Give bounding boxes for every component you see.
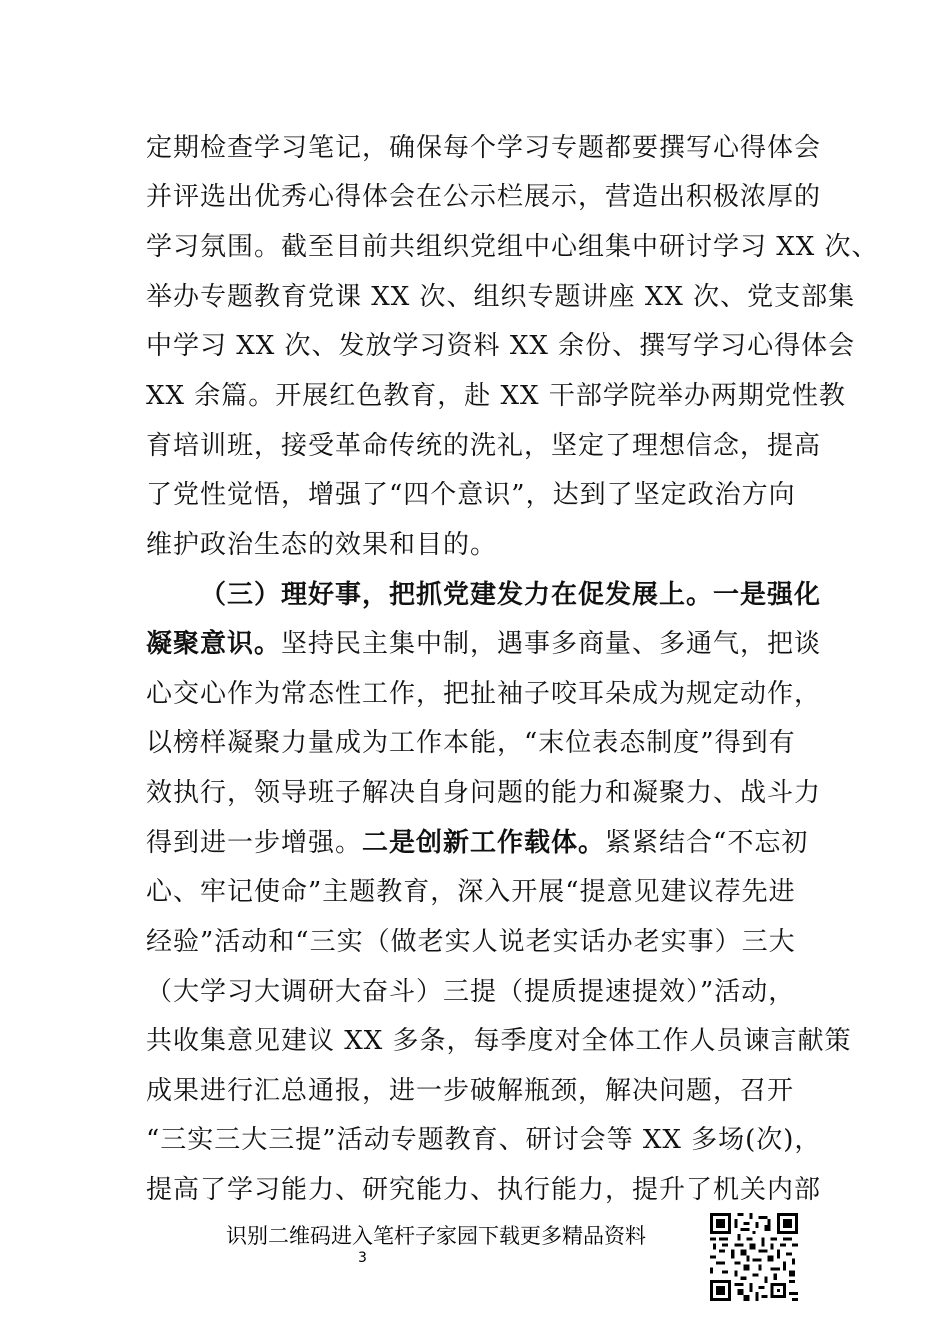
section-heading: （三）理好事，把抓党建发力在促发展上。一是强化	[200, 580, 822, 610]
paragraph-line: 育培训班，接受革命传统的洗礼，坚定了理想信念，提高	[146, 431, 822, 461]
qr-code-icon[interactable]	[710, 1213, 798, 1301]
paragraph-line: 心交心作为常态性工作，把扯袖子咬耳朵成为规定动作，	[146, 679, 822, 709]
paragraph-line: 以榜样凝聚力量成为工作本能，“末位表态制度”得到有	[146, 728, 796, 758]
text-span: 坚持民主集中制，遇事多商量、多通气，把谈	[281, 629, 822, 659]
paragraph-line: 并评选出优秀心得体会在公示栏展示，营造出积极浓厚的	[146, 182, 822, 212]
paragraph-line: XX 余篇。开展红色教育，赴 XX 干部学院举办两期党性教	[146, 381, 846, 411]
paragraph-line: 维护政治生态的效果和目的。	[146, 530, 498, 560]
bold-phrase: 凝聚意识。	[146, 629, 282, 659]
paragraph-line: 提高了学习能力、研究能力、执行能力，提升了机关内部	[146, 1175, 822, 1205]
paragraph-line: 经验”活动和“三实（做老实人说老实话办老实事）三大	[146, 927, 796, 957]
paragraph-line: “三实三大三提”活动专题教育、研讨会等 XX 多场(次)，	[146, 1125, 822, 1155]
paragraph-line: （大学习大调研大奋斗）三提（提质提速提效）”活动，	[146, 977, 796, 1007]
paragraph-line: 定期检查学习笔记，确保每个学习专题都要撰写心得体会	[146, 133, 822, 163]
paragraph-line: 共收集意见建议 XX 多条，每季度对全体工作人员谏言献策	[146, 1026, 852, 1056]
text-span: 紧紧结合“不忘初	[605, 828, 809, 858]
paragraph-line: 心、牢记使命”主题教育，深入开展“提意见建议荐先进	[146, 877, 796, 907]
paragraph-line: 成果进行汇总通报，进一步破解瓶颈，解决问题，召开	[146, 1076, 795, 1106]
paragraph-line	[146, 828, 816, 858]
paragraph-line: 中学习 XX 次、发放学习资料 XX 余份、撰写学习心得体会	[146, 331, 856, 361]
footer-promo-text: 识别二维码进入笔杆子家园下载更多精品资料	[226, 1224, 646, 1248]
page-number: 3	[358, 1250, 367, 1266]
paragraph-line	[146, 629, 822, 659]
paragraph-line: 举办专题教育党课 XX 次、组织专题讲座 XX 次、党支部集	[146, 282, 856, 312]
paragraph-line: 效执行，领导班子解决自身问题的能力和凝聚力、战斗力	[146, 778, 822, 808]
paragraph-line: 了党性觉悟，增强了“四个意识”，达到了坚定政治方向	[146, 480, 796, 510]
bold-phrase: 二是创新工作载体。	[362, 828, 606, 858]
text-span: 得到进一步增强。	[146, 828, 363, 858]
paragraph-line: 学习氛围。截至目前共组织党组中心组集中研讨学习 XX 次、	[146, 232, 879, 262]
qr-code-graphic	[710, 1213, 798, 1301]
